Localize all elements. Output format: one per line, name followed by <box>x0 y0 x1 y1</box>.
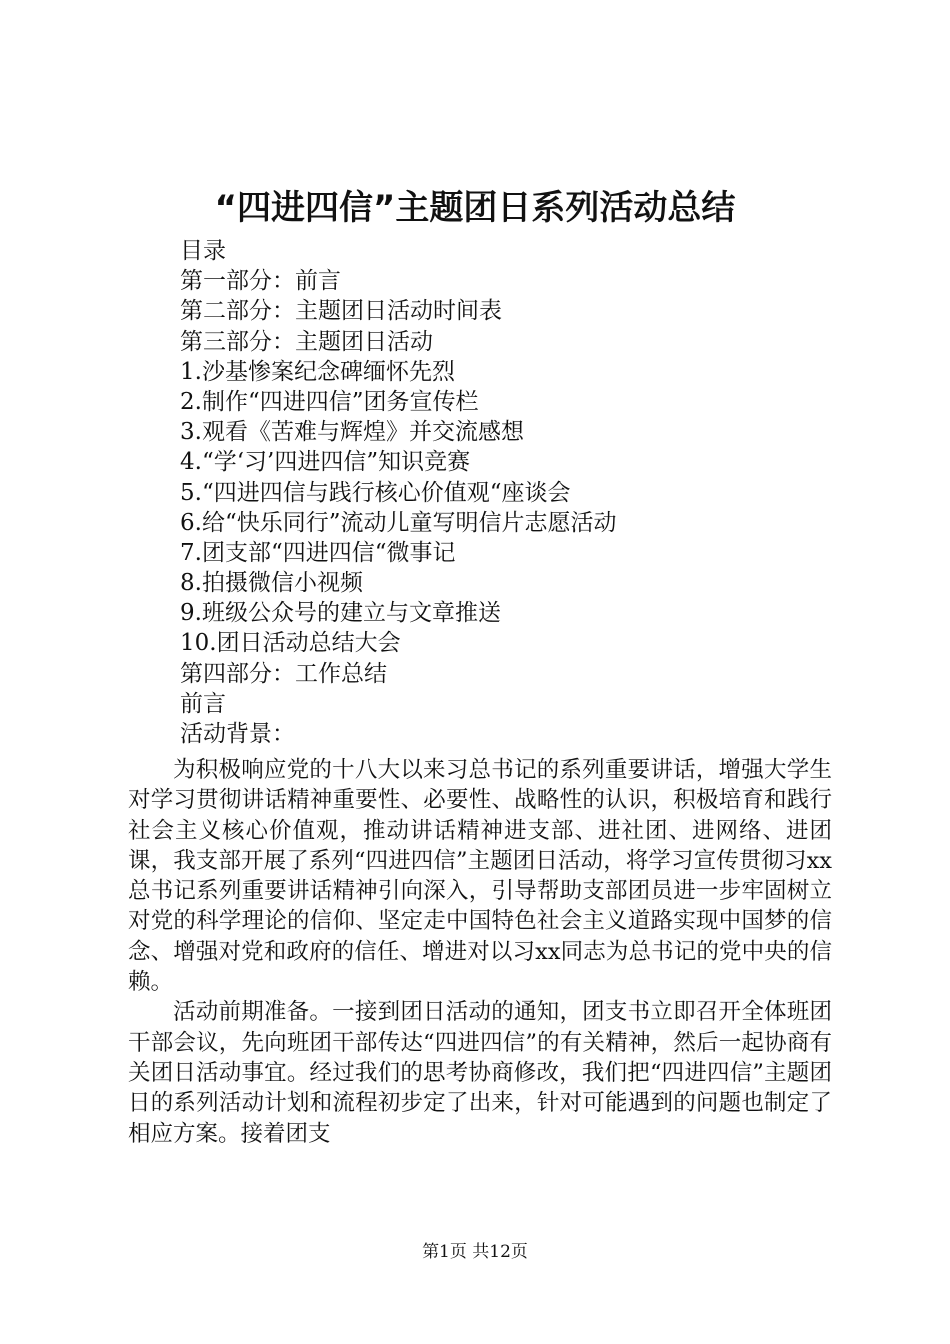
toc-item: 10.团日活动总结大会 <box>180 630 401 657</box>
toc-item: 4.“学‘习’四进四信”知识竞赛 <box>180 449 471 476</box>
toc-item: 第三部分：主题团日活动 <box>180 328 433 355</box>
body-text <box>128 755 832 1149</box>
toc-item: 第四部分：工作总结 <box>180 660 387 687</box>
section-heading-preface: 前言 <box>180 690 226 717</box>
page-footer: 第1页 共12页 <box>422 1242 528 1262</box>
toc-item: 8.拍摄微信小视频 <box>180 570 363 597</box>
subheading-background: 活动背景： <box>180 721 295 747</box>
toc-item: 6.给“快乐同行”流动儿童写明信片志愿活动 <box>180 509 617 536</box>
toc-item: 5.“四进四信与践行核心价值观“座谈会 <box>180 479 571 506</box>
paragraph-preparation: 活动前期准备。一接到团日活动的通知，团支书立即召开全体班团干部会议，先向班团干部传达“四进四信”的有关精神，然后一起协商有关团日活动事宜。经过我们的思考协商修改，我们把“四进四信”主题团日的系列活动计划和流程初步定了出来，针对可能遇到的问题也制定了相应方案。接着团支 <box>128 999 832 1147</box>
toc-item: 2.制作“四进四信”团务宣传栏 <box>180 388 479 415</box>
toc-item: 1.沙基惨案纪念碑缅怀先烈 <box>180 358 455 385</box>
toc-item: 3.观看《苦难与辉煌》并交流感想 <box>180 419 524 446</box>
paragraph-background: 为积极响应党的十八大以来习总书记的系列重要讲话，增强大学生对学习贯彻讲话精神重要性、必要性、战略性的认识，积极培育和践行社会主义核心价值观，推动讲话精神进支部、进社团、进网络、进团课，我支部开展了系列“四进四信”主题团日活动，将学习宣传贯彻习xx总书记系列重要讲话精神引向深入，引导帮助支部团员进一步牢固树立对党的科学理论的信仰、坚定走中国特色社会主义道路实现中国梦的信念、增强对党和政府的信任、增进对以习xx同志为总书记的党中央的信赖。 <box>128 757 832 996</box>
toc-item: 第一部分：前言 <box>180 268 341 295</box>
document-title: “四进四信”主题团日系列活动总结 <box>214 188 736 228</box>
toc-item: 第二部分：主题团日活动时间表 <box>180 298 502 325</box>
toc-item: 7.团支部“四进四信“微事记 <box>180 539 456 566</box>
toc-heading: 目录 <box>180 238 226 264</box>
table-of-contents <box>180 236 880 749</box>
toc-item: 9.班级公众号的建立与文章推送 <box>180 600 501 627</box>
